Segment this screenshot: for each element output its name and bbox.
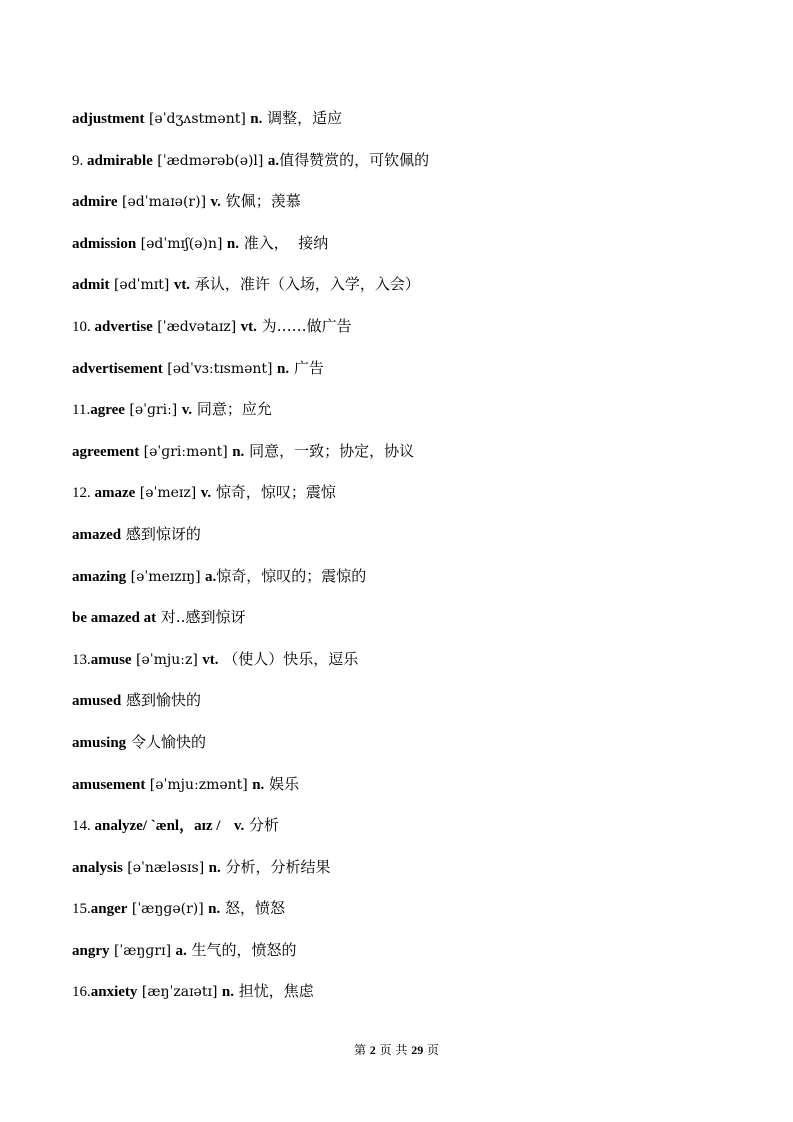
footer-page-number: 2 bbox=[369, 1043, 376, 1057]
page-footer bbox=[0, 1041, 793, 1059]
entry-phonetic: [ədˈmaɪə(r)] bbox=[117, 194, 211, 211]
entry-word: advertise bbox=[94, 318, 153, 335]
entry-definition: 同意，一致；协定，协议 bbox=[244, 441, 415, 460]
entry-part-of-speech: a. bbox=[267, 152, 280, 169]
entry-word: analyze/ `ænl，aɪz / bbox=[94, 818, 221, 835]
entry-phonetic: [əˈmeɪzɪŋ] bbox=[126, 568, 206, 585]
entry-phonetic: [əˈdʒʌstmənt] bbox=[144, 111, 251, 127]
entry-phonetic: [ˈædmərəb(ə)l] bbox=[152, 152, 268, 169]
vocab-entry bbox=[72, 939, 762, 981]
entry-definition: 同意；应允 bbox=[192, 400, 272, 419]
entry-definition: 为……做广告 bbox=[256, 316, 352, 335]
entry-definition: 担忧，焦虑 bbox=[233, 982, 314, 1001]
entry-word: amazing bbox=[72, 568, 127, 585]
vocab-entry bbox=[72, 689, 762, 731]
entry-part-of-speech: v. bbox=[200, 485, 212, 502]
entry-definition: 感到愉快的 bbox=[121, 691, 201, 710]
entry-phonetic: [əˈɡriː] bbox=[124, 402, 182, 419]
entry-word: admission bbox=[72, 235, 137, 252]
entry-word: anger bbox=[90, 901, 128, 918]
entry-phonetic: [ədˈvɜːtɪsmənt] bbox=[162, 360, 277, 377]
entry-word: analysis bbox=[72, 859, 123, 876]
entry-number: 10. bbox=[72, 318, 95, 335]
entry-phonetic: [əˈmeɪz] bbox=[135, 485, 201, 502]
entry-phonetic bbox=[220, 818, 233, 834]
entry-word: amusing bbox=[72, 734, 127, 751]
vocab-entry bbox=[72, 107, 762, 149]
entry-part-of-speech: n. bbox=[232, 443, 245, 460]
footer-prefix: 第 bbox=[353, 1043, 370, 1057]
vocab-entry bbox=[72, 315, 762, 357]
entry-definition: 分析，分析结果 bbox=[220, 857, 331, 876]
vocab-entry bbox=[72, 606, 762, 648]
footer-middle: 页 共 bbox=[375, 1043, 412, 1057]
vocab-entry bbox=[72, 980, 762, 1022]
entry-word: agree bbox=[90, 402, 125, 419]
entry-part-of-speech: a. bbox=[205, 568, 217, 585]
vocab-entry bbox=[72, 897, 762, 939]
entry-definition: （使人）快乐，逗乐 bbox=[218, 649, 359, 668]
entry-word: admirable bbox=[87, 152, 153, 169]
entry-definition: 惊奇，惊叹的；震惊的 bbox=[216, 566, 367, 585]
vocab-entry bbox=[72, 273, 762, 315]
vocabulary-list bbox=[72, 107, 762, 1022]
entry-definition: 准入， 接纳 bbox=[239, 233, 329, 252]
entry-word: advertisement bbox=[72, 360, 163, 377]
entry-part-of-speech: n. bbox=[226, 235, 239, 252]
entry-number: 16. bbox=[72, 984, 91, 1001]
entry-part-of-speech: vt. bbox=[240, 318, 257, 335]
entry-word: amaze bbox=[94, 485, 136, 502]
vocab-entry bbox=[72, 190, 762, 232]
entry-definition: 娱乐 bbox=[264, 774, 300, 793]
vocab-entry bbox=[72, 648, 762, 690]
entry-definition: 调整，适应 bbox=[262, 109, 343, 127]
vocab-entry bbox=[72, 481, 762, 523]
entry-number: 11. bbox=[72, 402, 91, 419]
entry-phonetic: [ədˈmɪt] bbox=[109, 277, 174, 294]
entry-phonetic: [æŋˈzaɪətɪ] bbox=[137, 984, 222, 1001]
entry-word: admit bbox=[72, 277, 110, 294]
entry-part-of-speech: n. bbox=[250, 111, 263, 127]
vocab-entry bbox=[72, 731, 762, 773]
vocab-entry bbox=[72, 814, 762, 856]
entry-phonetic: [əˈɡriːmənt] bbox=[139, 443, 233, 460]
entry-definition: 感到惊讶的 bbox=[121, 524, 201, 543]
entry-part-of-speech: n. bbox=[208, 901, 221, 918]
entry-part-of-speech: vt. bbox=[173, 277, 191, 294]
entry-phonetic: [ˈæŋɡrɪ] bbox=[109, 942, 176, 959]
entry-phonetic: [əˈnæləsɪs] bbox=[122, 859, 209, 876]
entry-definition: 惊奇，惊叹；震惊 bbox=[211, 483, 336, 502]
entry-part-of-speech: n. bbox=[221, 984, 234, 1001]
entry-number: 15. bbox=[72, 901, 91, 918]
vocab-entry bbox=[72, 523, 762, 565]
entry-definition: 分析 bbox=[244, 816, 280, 835]
vocab-entry bbox=[72, 398, 762, 440]
entry-number: 14. bbox=[72, 818, 95, 835]
entry-word: adjustment bbox=[72, 111, 145, 127]
entry-part-of-speech: v. bbox=[233, 818, 245, 835]
entry-part-of-speech: n. bbox=[252, 776, 265, 793]
entry-part-of-speech: a. bbox=[175, 942, 187, 959]
entry-word: amazed bbox=[72, 526, 122, 543]
entry-definition: 生气的，愤怒的 bbox=[186, 940, 297, 959]
vocab-entry bbox=[72, 565, 762, 607]
vocab-entry bbox=[72, 232, 762, 274]
entry-word: agreement bbox=[72, 443, 140, 460]
entry-definition: 钦佩；羡慕 bbox=[220, 192, 301, 211]
entry-part-of-speech: vt. bbox=[202, 651, 219, 668]
entry-part-of-speech: n. bbox=[208, 859, 221, 876]
vocab-entry bbox=[72, 773, 762, 815]
vocab-entry bbox=[72, 149, 762, 191]
entry-phonetic: [əˈmjuːz] bbox=[131, 651, 203, 668]
entry-word: anxiety bbox=[90, 984, 138, 1001]
vocab-entry bbox=[72, 357, 762, 399]
entry-number: 12. bbox=[72, 485, 95, 502]
entry-phonetic: [ˈædvətaɪz] bbox=[152, 318, 241, 335]
entry-definition: 值得赞赏的，可钦佩的 bbox=[279, 150, 430, 169]
entry-phonetic: [ˈæŋɡə(r)] bbox=[127, 901, 209, 918]
entry-word: amused bbox=[72, 693, 122, 710]
entry-definition: 承认，准许（入场，入学，入会） bbox=[190, 275, 420, 294]
entry-word: amusement bbox=[72, 776, 146, 793]
vocab-entry bbox=[72, 440, 762, 482]
entry-word: admire bbox=[72, 194, 118, 211]
entry-number: 9. bbox=[72, 152, 87, 169]
entry-phonetic: [ədˈmɪʃ(ə)n] bbox=[136, 235, 227, 252]
entry-part-of-speech: n. bbox=[276, 360, 290, 377]
entry-definition: 怒，愤怒 bbox=[220, 899, 286, 918]
entry-word: be amazed at bbox=[72, 610, 157, 627]
entry-part-of-speech: v. bbox=[181, 402, 193, 419]
footer-suffix: 页 bbox=[423, 1043, 440, 1057]
entry-definition: 令人愉快的 bbox=[126, 732, 206, 751]
entry-word: angry bbox=[72, 942, 110, 959]
entry-phonetic: [əˈmjuːzmənt] bbox=[145, 776, 253, 793]
footer-total-pages: 29 bbox=[411, 1043, 424, 1057]
entry-number: 13. bbox=[72, 651, 91, 668]
entry-definition: 广告 bbox=[289, 358, 324, 377]
vocab-entry bbox=[72, 856, 762, 898]
entry-word: amuse bbox=[90, 651, 132, 668]
entry-part-of-speech: v. bbox=[210, 194, 221, 211]
entry-definition: 对..感到惊讶 bbox=[156, 608, 246, 627]
